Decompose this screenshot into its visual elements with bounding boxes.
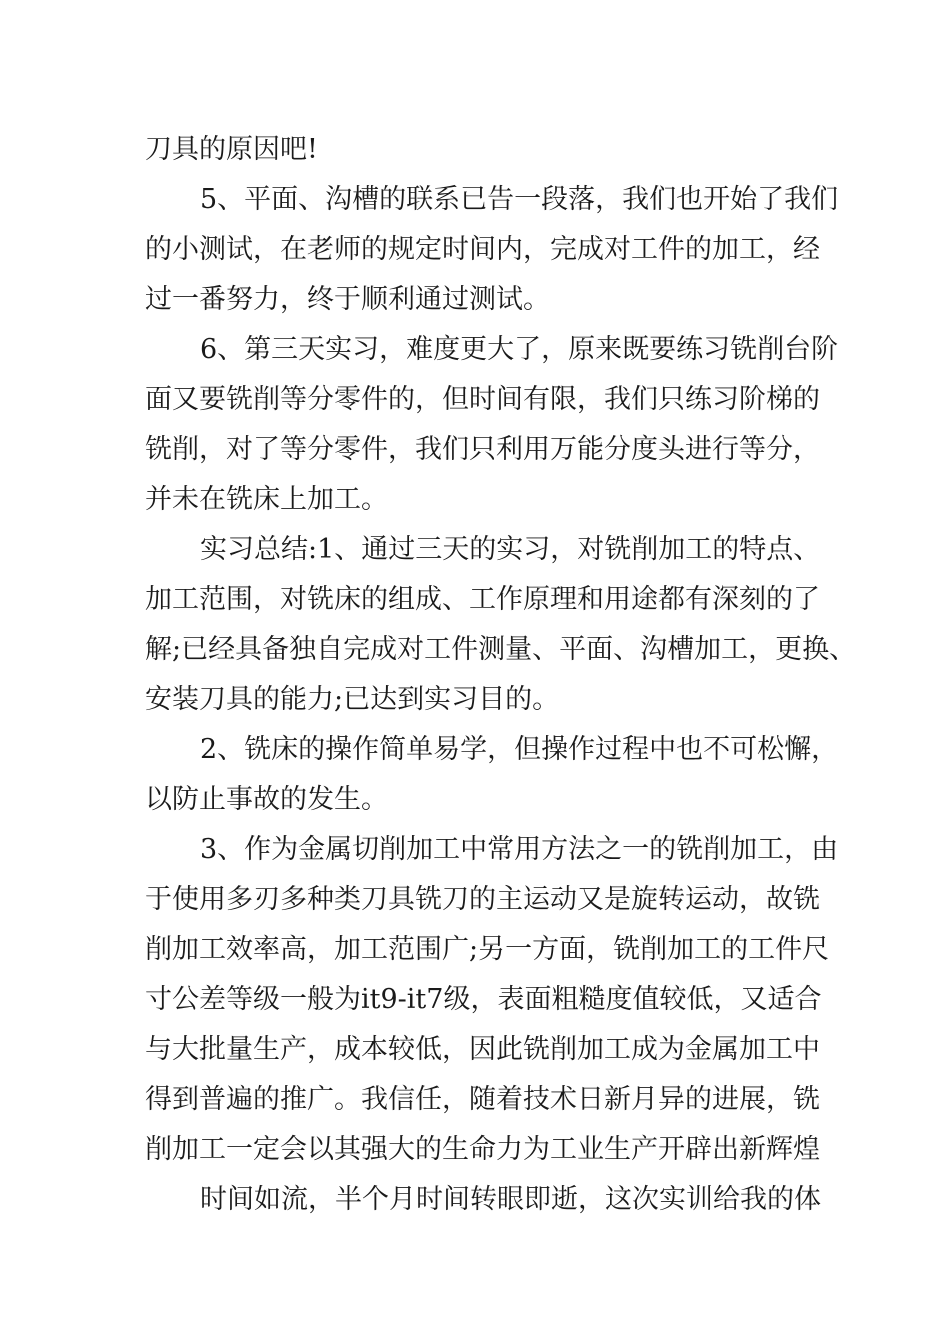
closing-paragraph-line: 时间如流，半个月时间转眼即逝，这次实训给我的体: [200, 1184, 821, 1215]
text-line: 与大批量生产，成本较低，因此铣削加工成为金属加工中: [145, 1034, 820, 1065]
summary-point-3-line: 3、作为金属切削加工中常用方法之一的铣削加工，由: [200, 834, 839, 865]
text-line: 面又要铣削等分零件的，但时间有限，我们只练习阶梯的: [145, 384, 820, 415]
summary-point-2-line: 2、铣床的操作简单易学，但操作过程中也不可松懈，: [200, 734, 839, 765]
paragraph-5-line: 5、平面、沟槽的联系已告一段落，我们也开始了我们: [200, 184, 839, 215]
paragraph-6-line: 6、第三天实习，难度更大了，原来既要练习铣削台阶: [200, 334, 839, 365]
text-line: 铣削，对了等分零件，我们只利用万能分度头进行等分，: [145, 434, 820, 465]
text-line: 过一番努力，终于顺利通过测试。: [145, 284, 550, 315]
text-line: 解;已经具备独自完成对工件测量、平面、沟槽加工，更换、: [145, 634, 857, 665]
text-line: 于使用多刃多种类刀具铣刀的主运动又是旋转运动，故铣: [145, 884, 820, 915]
text-line: 得到普遍的推广。我信任，随着技术日新月异的进展，铣: [145, 1084, 820, 1115]
text-line: 削加工效率高，加工范围广;另一方面，铣削加工的工件尺: [145, 934, 830, 965]
summary-heading-line: 实习总结:1、通过三天的实习，对铣削加工的特点、: [200, 534, 821, 565]
text-line: 的小测试，在老师的规定时间内，完成对工件的加工，经: [145, 234, 820, 265]
text-line: 加工范围，对铣床的组成、工作原理和用途都有深刻的了: [145, 584, 820, 615]
text-line: 并未在铣床上加工。: [145, 484, 388, 515]
text-line: 安装刀具的能力;已达到实习目的。: [145, 684, 560, 715]
text-line: 寸公差等级一般为it9-it7级，表面粗糙度值较低，又适合: [145, 984, 822, 1015]
text-line: 以防止事故的发生。: [145, 784, 388, 815]
text-line: 刀具的原因吧!: [145, 134, 318, 165]
text-line: 削加工一定会以其强大的生命力为工业生产开辟出新辉煌: [145, 1134, 820, 1165]
